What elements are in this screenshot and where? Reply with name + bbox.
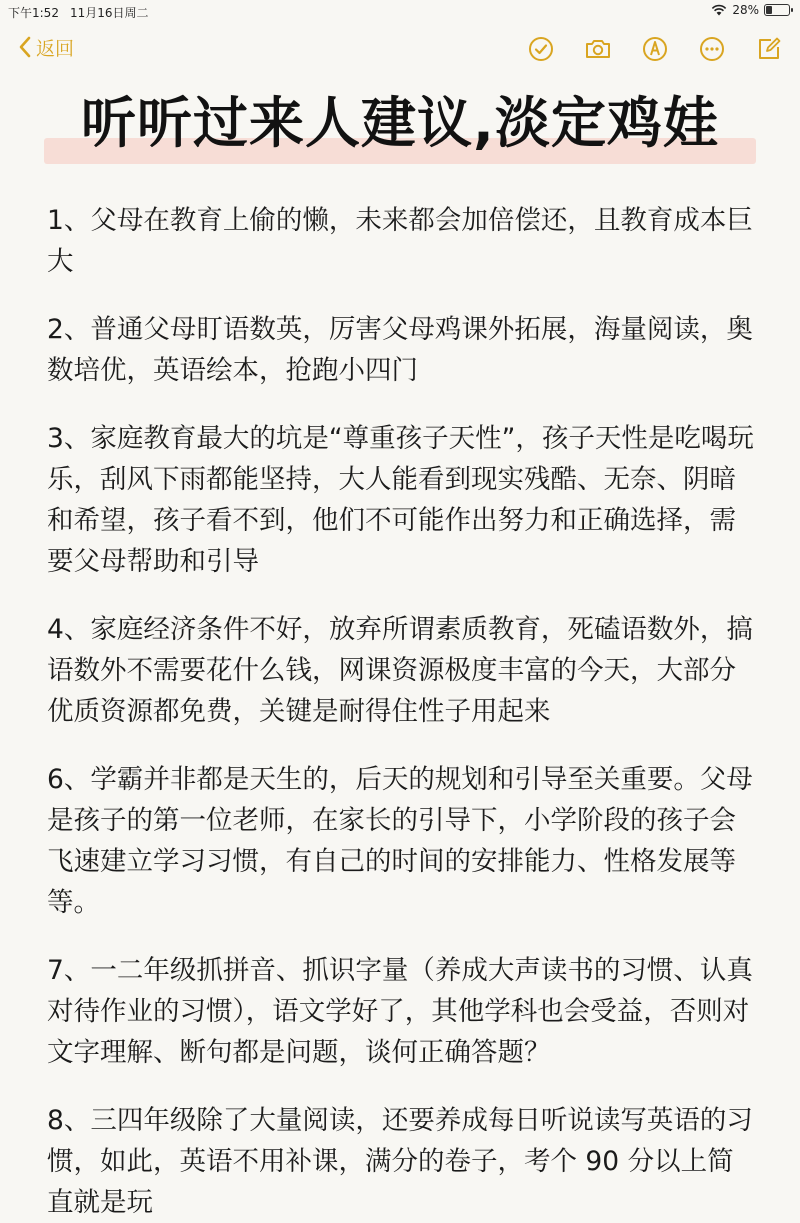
checklist-button[interactable] [524, 32, 558, 66]
status-date: 11月16日周二 [70, 6, 149, 20]
wifi-icon [711, 4, 727, 16]
status-bar [0, 0, 800, 24]
more-button[interactable] [695, 32, 729, 66]
note-paragraph: 7、一二年级抓拼音、抓识字量（养成大声读书的习惯、认真对待作业的习惯），语文学好了，其他学科也会受益，否则对文字理解、断句都是问题，谈何正确答题？ [47, 955, 753, 1068]
note-paragraph: 4、家庭经济条件不好，放弃所谓素质教育，死磕语数外，搞语数外不需要花什么钱，网课资源极度丰富的今天，大部分优质资源都免费，关键是耐得住性子用起来 [47, 614, 753, 727]
status-time: 下午1:52 [8, 6, 59, 20]
camera-icon [584, 35, 612, 63]
compose-icon [755, 35, 783, 63]
note-paragraph: 8、三四年级除了大量阅读，还要养成每日听说读写英语的习惯，如此，英语不用补课，满分的卷子，考个 90 分以上简直就是玩 [47, 1105, 753, 1218]
chevron-left-icon [18, 36, 32, 58]
note-paragraph: 3、家庭教育最大的坑是“尊重孩子天性”，孩子天性是吃喝玩乐，刮风下雨都能坚持，大人能看到现实残酷、无奈、阴暗和希望，孩子看不到，他们不可能作出努力和正确选择，需要父母帮助和引导 [47, 423, 754, 577]
battery-fill [766, 6, 772, 14]
note-body[interactable] [47, 200, 759, 1223]
back-label: 返回 [36, 37, 75, 60]
checklist-icon [527, 35, 555, 63]
note-paragraph: 2、普通父母盯语数英，厉害父母鸡课外拓展，海量阅读，奥数培优，英语绘本，抢跑小四门 [47, 314, 753, 386]
note-title[interactable]: 听听过来人建议,淡定鸡娃 [81, 91, 719, 155]
note-paragraph: 1、父母在教育上偷的懒，未来都会加倍偿还，且教育成本巨大 [47, 205, 753, 277]
note-paragraph: 6、学霸并非都是天生的，后天的规划和引导至关重要。父母是孩子的第一位老师，在家长的引导下，小学阶段的孩子会飞速建立学习习惯，有自己的时间的安排能力、性格发展等等。 [47, 764, 753, 918]
compose-button[interactable] [752, 32, 786, 66]
toolbar [524, 32, 786, 66]
status-indicators [711, 3, 790, 17]
camera-button[interactable] [581, 32, 615, 66]
more-icon [698, 35, 726, 63]
markup-pen-icon [641, 35, 669, 63]
back-button[interactable] [18, 34, 74, 60]
markup-button[interactable] [638, 32, 672, 66]
battery-percent: 28% [732, 3, 759, 17]
nav-bar [0, 26, 800, 70]
note-title-block [40, 84, 760, 174]
battery-icon [764, 4, 790, 16]
